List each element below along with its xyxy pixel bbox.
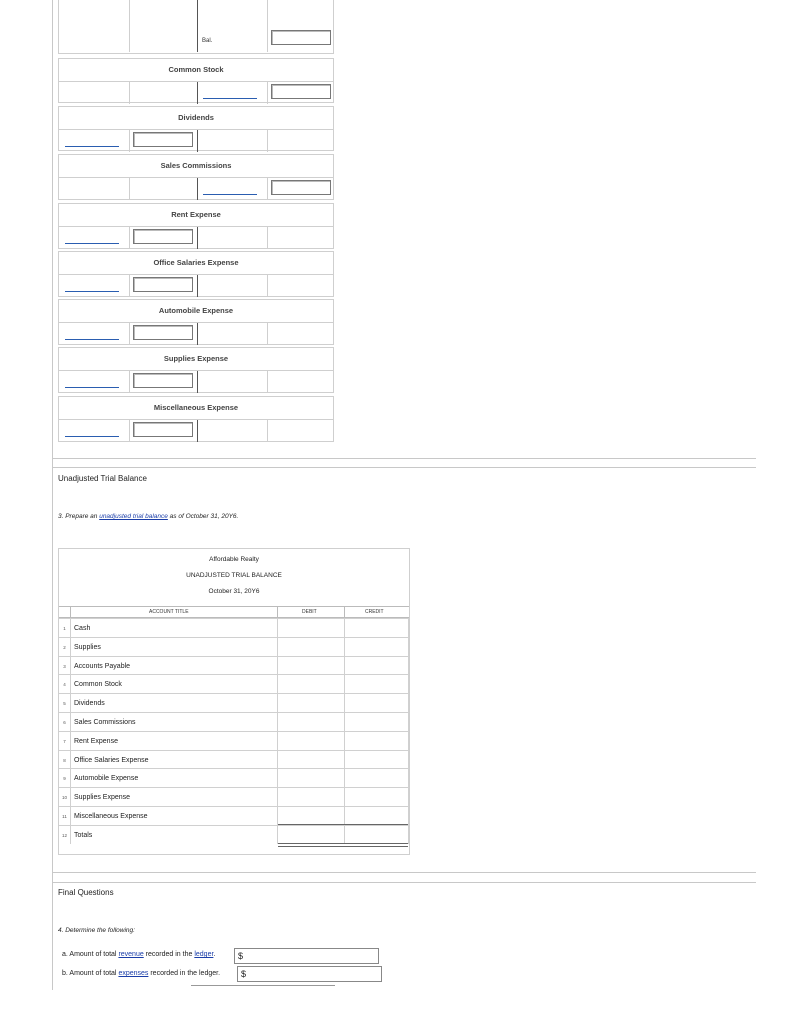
trial-balance-row xyxy=(59,637,409,656)
debit-cell[interactable] xyxy=(278,788,344,806)
account-title-cell: Office Salaries Expense xyxy=(74,756,149,764)
account-title-cell: Common Stock xyxy=(74,681,122,689)
debit-cell[interactable] xyxy=(278,638,344,656)
section-divider xyxy=(52,872,756,873)
row-number: 8 xyxy=(59,751,71,769)
t-account-rent-expense xyxy=(58,203,334,249)
account-title-cell: Accounts Payable xyxy=(74,662,131,670)
t-account-title: Common Stock xyxy=(168,65,224,74)
col-account-title: ACCOUNT TITLE xyxy=(149,609,189,615)
question-b-prefix: b. Amount of total xyxy=(62,970,119,977)
debit-select[interactable] xyxy=(65,146,119,147)
credit-amount-input[interactable] xyxy=(271,84,331,99)
t-account-title: Dividends xyxy=(178,113,214,122)
account-title-cell: Dividends xyxy=(74,700,105,708)
trial-balance-row xyxy=(59,768,409,787)
row-number: 7 xyxy=(59,732,71,750)
t-account-dividends xyxy=(58,106,334,151)
debit-amount-input[interactable] xyxy=(133,373,193,388)
debit-cell[interactable] xyxy=(278,732,344,750)
credit-cell[interactable] xyxy=(345,657,408,675)
trial-balance-row xyxy=(59,787,409,806)
company-name: Affordable Realty xyxy=(209,556,259,563)
unadjusted-trial-balance-link[interactable]: unadjusted trial balance xyxy=(99,513,168,520)
credit-select[interactable] xyxy=(203,98,257,99)
expenses-link[interactable]: expenses xyxy=(118,970,149,977)
total-expenses-input[interactable] xyxy=(237,966,382,982)
question-a-mid: recorded in the xyxy=(143,951,195,958)
revenue-link[interactable]: revenue xyxy=(118,951,144,958)
trial-balance-header-row xyxy=(59,606,409,618)
debit-amount-input[interactable] xyxy=(133,229,193,244)
debit-cell[interactable] xyxy=(278,769,344,787)
debit-select[interactable] xyxy=(65,291,119,292)
balance-label: Bal. xyxy=(202,38,213,44)
ledger-link[interactable]: ledger xyxy=(194,951,214,958)
row-number: 1 xyxy=(59,619,71,637)
debit-amount-input[interactable] xyxy=(133,132,193,147)
trial-balance-row xyxy=(59,825,409,844)
debit-cell[interactable] xyxy=(278,826,344,844)
question-b xyxy=(62,970,220,977)
t-account-supplies-expense xyxy=(58,347,334,393)
section-divider xyxy=(52,467,756,468)
instruction-text xyxy=(58,513,238,520)
credit-cell[interactable] xyxy=(345,732,408,750)
col-credit: CREDIT xyxy=(365,609,384,615)
question-a-prefix: a. Amount of total xyxy=(62,951,119,958)
content-frame-left-border xyxy=(52,0,53,990)
debit-select[interactable] xyxy=(65,243,119,244)
row-number: 5 xyxy=(59,694,71,712)
account-title-cell: Rent Expense xyxy=(74,737,118,745)
totals-rule xyxy=(278,824,408,825)
section-divider xyxy=(52,882,756,883)
t-account-partial-top xyxy=(58,0,334,54)
trial-balance-row xyxy=(59,674,409,693)
row-number: 9 xyxy=(59,769,71,787)
debit-cell[interactable] xyxy=(278,751,344,769)
credit-cell[interactable] xyxy=(345,788,408,806)
debit-amount-input[interactable] xyxy=(133,422,193,437)
row-number: 10 xyxy=(59,788,71,806)
debit-cell[interactable] xyxy=(278,807,344,825)
debit-cell[interactable] xyxy=(278,675,344,693)
row-number: 12 xyxy=(59,826,71,844)
debit-cell[interactable] xyxy=(278,619,344,637)
credit-cell[interactable] xyxy=(345,675,408,693)
credit-cell[interactable] xyxy=(345,694,408,712)
row-number: 11 xyxy=(59,807,71,825)
account-title-cell: Supplies xyxy=(74,643,101,651)
trial-balance-row xyxy=(59,656,409,675)
credit-select[interactable] xyxy=(203,194,257,195)
debit-amount-input[interactable] xyxy=(133,325,193,340)
debit-cell[interactable] xyxy=(278,657,344,675)
t-account-common-stock xyxy=(58,58,334,103)
t-account-miscellaneous-expense xyxy=(58,396,334,442)
account-title-cell: Sales Commissions xyxy=(74,719,136,726)
credit-cell[interactable] xyxy=(345,826,408,844)
debit-select[interactable] xyxy=(65,339,119,340)
totals-double-rule xyxy=(278,843,408,847)
trial-balance-row xyxy=(59,712,409,731)
t-account-title: Sales Commissions xyxy=(160,161,232,170)
question-b-suffix: recorded in the ledger. xyxy=(148,970,221,977)
statement-title: UNADJUSTED TRIAL BALANCE xyxy=(186,572,282,579)
row-number: 6 xyxy=(59,713,71,731)
credit-cell[interactable] xyxy=(345,619,408,637)
total-revenue-input[interactable] xyxy=(234,948,379,964)
credit-cell[interactable] xyxy=(345,638,408,656)
instruction-text: 4. Determine the following: xyxy=(58,927,135,934)
debit-select[interactable] xyxy=(65,436,119,437)
account-title-cell: Supplies Expense xyxy=(74,794,131,802)
t-account-sales-commissions xyxy=(58,154,334,200)
credit-cell[interactable] xyxy=(345,769,408,787)
debit-select[interactable] xyxy=(65,387,119,388)
t-account-title: Miscellaneous Expense xyxy=(153,403,239,412)
credit-amount-input[interactable] xyxy=(271,180,331,195)
partial-input-edge xyxy=(191,985,335,986)
account-title-cell: Totals xyxy=(74,831,93,839)
section-title: Final Questions xyxy=(58,888,114,897)
row-number: 3 xyxy=(59,657,71,675)
debit-cell[interactable] xyxy=(278,694,344,712)
t-account-office-salaries-expense xyxy=(58,251,334,297)
row-number: 4 xyxy=(59,675,71,693)
t-account-title: Supplies Expense xyxy=(163,354,229,363)
row-number: 2 xyxy=(59,638,71,656)
t-account-title: Office Salaries Expense xyxy=(153,258,239,267)
debit-cell[interactable] xyxy=(278,713,344,731)
section-divider xyxy=(52,458,756,459)
col-debit: DEBIT xyxy=(302,609,317,615)
trial-balance-row xyxy=(59,750,409,769)
balance-input[interactable] xyxy=(271,30,331,45)
question-a-suffix: . xyxy=(213,951,216,958)
question-a xyxy=(62,951,215,958)
instruction-suffix: as of October 31, 20Y6. xyxy=(167,513,239,520)
account-title-cell: Cash xyxy=(74,625,91,632)
credit-cell[interactable] xyxy=(345,807,408,825)
trial-balance-row xyxy=(59,806,409,825)
instruction-prefix: 3. Prepare an xyxy=(58,513,100,520)
account-title-cell: Miscellaneous Expense xyxy=(74,813,148,820)
credit-cell[interactable] xyxy=(345,713,408,731)
currency-symbol: $ xyxy=(238,951,244,961)
t-account-title: Rent Expense xyxy=(171,210,221,219)
credit-cell[interactable] xyxy=(345,751,408,769)
account-title-cell: Automobile Expense xyxy=(74,775,139,783)
section-title: Unadjusted Trial Balance xyxy=(58,474,147,483)
trial-balance-row xyxy=(59,731,409,750)
trial-balance-row xyxy=(59,618,409,637)
trial-balance-row xyxy=(59,693,409,712)
t-account-automobile-expense xyxy=(58,299,334,345)
currency-symbol: $ xyxy=(241,969,247,979)
debit-amount-input[interactable] xyxy=(133,277,193,292)
t-account-title: Automobile Expense xyxy=(158,306,234,315)
statement-date: October 31, 20Y6 xyxy=(208,588,260,595)
